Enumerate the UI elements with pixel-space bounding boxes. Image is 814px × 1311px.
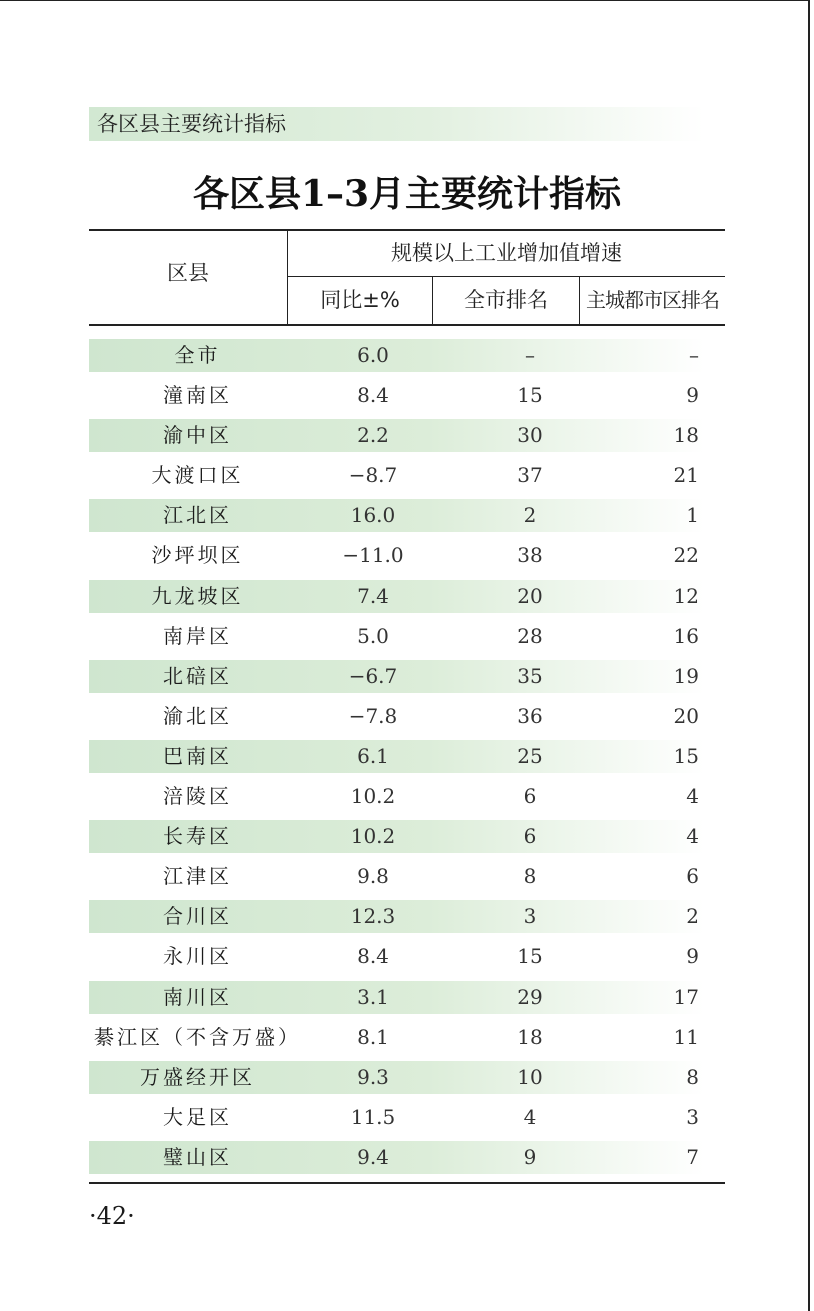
yoy-value: 16.0: [350, 503, 396, 528]
column-header-yoy: 同比±%: [320, 288, 400, 312]
district-name: 潼南区: [163, 383, 232, 408]
table-row: [89, 419, 725, 459]
city-rank-value: 20: [517, 583, 543, 608]
district-name: 巴南区: [163, 743, 232, 768]
table-row: [89, 1141, 725, 1181]
city-rank-value: 28: [517, 623, 543, 648]
table-row: [89, 900, 725, 940]
column-header-main-city-rank: 主城都市区排名: [586, 288, 719, 312]
table-row: [89, 459, 725, 499]
yoy-value: 8.4: [357, 383, 389, 408]
city-rank-value: 29: [517, 984, 543, 1009]
main-city-rank-value: 9: [686, 944, 699, 969]
city-rank-value: 15: [517, 383, 543, 408]
main-city-rank-value: 17: [673, 984, 699, 1009]
main-city-rank-value: 16: [673, 623, 699, 648]
yoy-value: 12.3: [350, 904, 396, 929]
table-row: [89, 1101, 725, 1141]
yoy-value: 2.2: [357, 423, 389, 448]
city-rank-value: 38: [517, 543, 543, 568]
main-city-rank-value: 9: [686, 383, 699, 408]
table-row: [89, 379, 725, 419]
main-city-rank-value: 7: [686, 1144, 699, 1169]
table-row: [89, 499, 725, 539]
main-city-rank-value: 21: [673, 463, 699, 488]
district-name: 全市: [174, 343, 221, 367]
district-name: 江北区: [163, 503, 232, 528]
city-rank-value: 36: [517, 703, 543, 728]
yoy-value: 3.1: [357, 984, 389, 1009]
main-city-rank-value: 15: [673, 743, 699, 768]
table-row: [89, 940, 725, 980]
table-row: [89, 780, 725, 820]
district-name: 江津区: [163, 864, 232, 889]
yoy-value: 9.3: [357, 1064, 389, 1089]
yoy-value: 8.1: [357, 1024, 389, 1049]
main-city-rank-value: 1: [686, 503, 699, 528]
main-city-rank-value: 22: [673, 543, 699, 568]
main-city-rank-value: –: [689, 343, 699, 367]
page-number: ·42·: [89, 1202, 135, 1230]
yoy-value: −6.7: [348, 663, 398, 688]
district-name: 璧山区: [163, 1144, 232, 1169]
table-row: [89, 820, 725, 860]
yoy-value: 7.4: [357, 583, 389, 608]
district-name: 渝中区: [163, 423, 232, 448]
district-name: 合川区: [163, 904, 232, 929]
city-rank-value: 6: [523, 784, 537, 809]
column-header-city-rank: 全市排名: [464, 288, 548, 312]
city-rank-value: 9: [523, 1144, 537, 1169]
main-city-rank-value: 18: [673, 423, 699, 448]
table-row: [89, 539, 725, 579]
main-city-rank-value: 19: [673, 663, 699, 688]
main-city-rank-value: 4: [686, 784, 699, 809]
city-rank-value: 2: [523, 503, 537, 528]
table-row: [89, 740, 725, 780]
district-name: 九龙坡区: [151, 583, 244, 608]
district-name: 长寿区: [163, 824, 232, 849]
yoy-value: −7.8: [348, 703, 398, 728]
table-row: [89, 339, 725, 379]
table-row: [89, 981, 725, 1021]
yoy-value: 6.0: [357, 343, 389, 367]
district-name: 南川区: [163, 984, 232, 1009]
district-name: 大足区: [163, 1104, 232, 1129]
table-top-rule: [89, 229, 725, 231]
column-group-header: 规模以上工业增加值增速: [391, 241, 622, 265]
yoy-value: 9.4: [357, 1144, 389, 1169]
table-row: [89, 580, 725, 620]
district-name: 涪陵区: [163, 784, 232, 809]
table-body: [89, 339, 725, 1181]
district-name: 綦江区（不含万盛）: [94, 1024, 301, 1049]
district-name: 北碚区: [163, 663, 232, 688]
yoy-value: 10.2: [350, 784, 396, 809]
table-row: [89, 620, 725, 660]
main-city-rank-value: 3: [686, 1104, 699, 1129]
main-city-rank-value: 8: [686, 1064, 699, 1089]
city-rank-value: 8: [523, 864, 537, 889]
yoy-value: −8.7: [348, 463, 398, 488]
city-rank-value: 10: [517, 1064, 543, 1089]
yoy-value: 6.1: [357, 743, 389, 768]
city-rank-value: 6: [523, 824, 537, 849]
city-rank-value: 15: [517, 944, 543, 969]
header-bottom-rule: [89, 324, 725, 326]
main-city-rank-value: 6: [686, 864, 699, 889]
district-name: 南岸区: [163, 623, 232, 648]
district-name: 沙坪坝区: [151, 543, 244, 568]
main-city-rank-value: 11: [673, 1024, 699, 1049]
table-row: [89, 1021, 725, 1061]
table-row: [89, 1061, 725, 1101]
yoy-value: 8.4: [357, 944, 389, 969]
city-rank-value: 25: [517, 743, 543, 768]
header-group-rule: [288, 276, 725, 277]
city-rank-value: 3: [523, 904, 537, 929]
table-row: [89, 860, 725, 900]
yoy-value: 11.5: [350, 1104, 396, 1129]
city-rank-value: 18: [517, 1024, 543, 1049]
yoy-value: −11.0: [342, 543, 404, 568]
main-city-rank-value: 12: [673, 583, 699, 608]
district-name: 大渡口区: [151, 463, 244, 488]
district-name: 万盛经开区: [140, 1064, 255, 1089]
yoy-value: 9.8: [357, 864, 389, 889]
city-rank-value: –: [525, 343, 535, 367]
column-header-district: 区县: [167, 261, 209, 285]
district-name: 渝北区: [163, 703, 232, 728]
city-rank-value: 4: [523, 1104, 537, 1129]
table-row: [89, 700, 725, 740]
yoy-value: 5.0: [357, 623, 389, 648]
city-rank-value: 35: [517, 663, 543, 688]
main-city-rank-value: 20: [673, 703, 699, 728]
main-city-rank-value: 4: [686, 824, 699, 849]
table-bottom-rule: [89, 1182, 725, 1184]
city-rank-value: 30: [517, 423, 543, 448]
yoy-value: 10.2: [350, 824, 396, 849]
table-row: [89, 660, 725, 700]
main-city-rank-value: 2: [686, 904, 699, 929]
table-title: 各区县1–3月主要统计指标: [192, 173, 622, 215]
city-rank-value: 37: [517, 463, 543, 488]
section-label: 各区县主要统计指标: [97, 112, 286, 136]
district-name: 永川区: [163, 944, 232, 969]
